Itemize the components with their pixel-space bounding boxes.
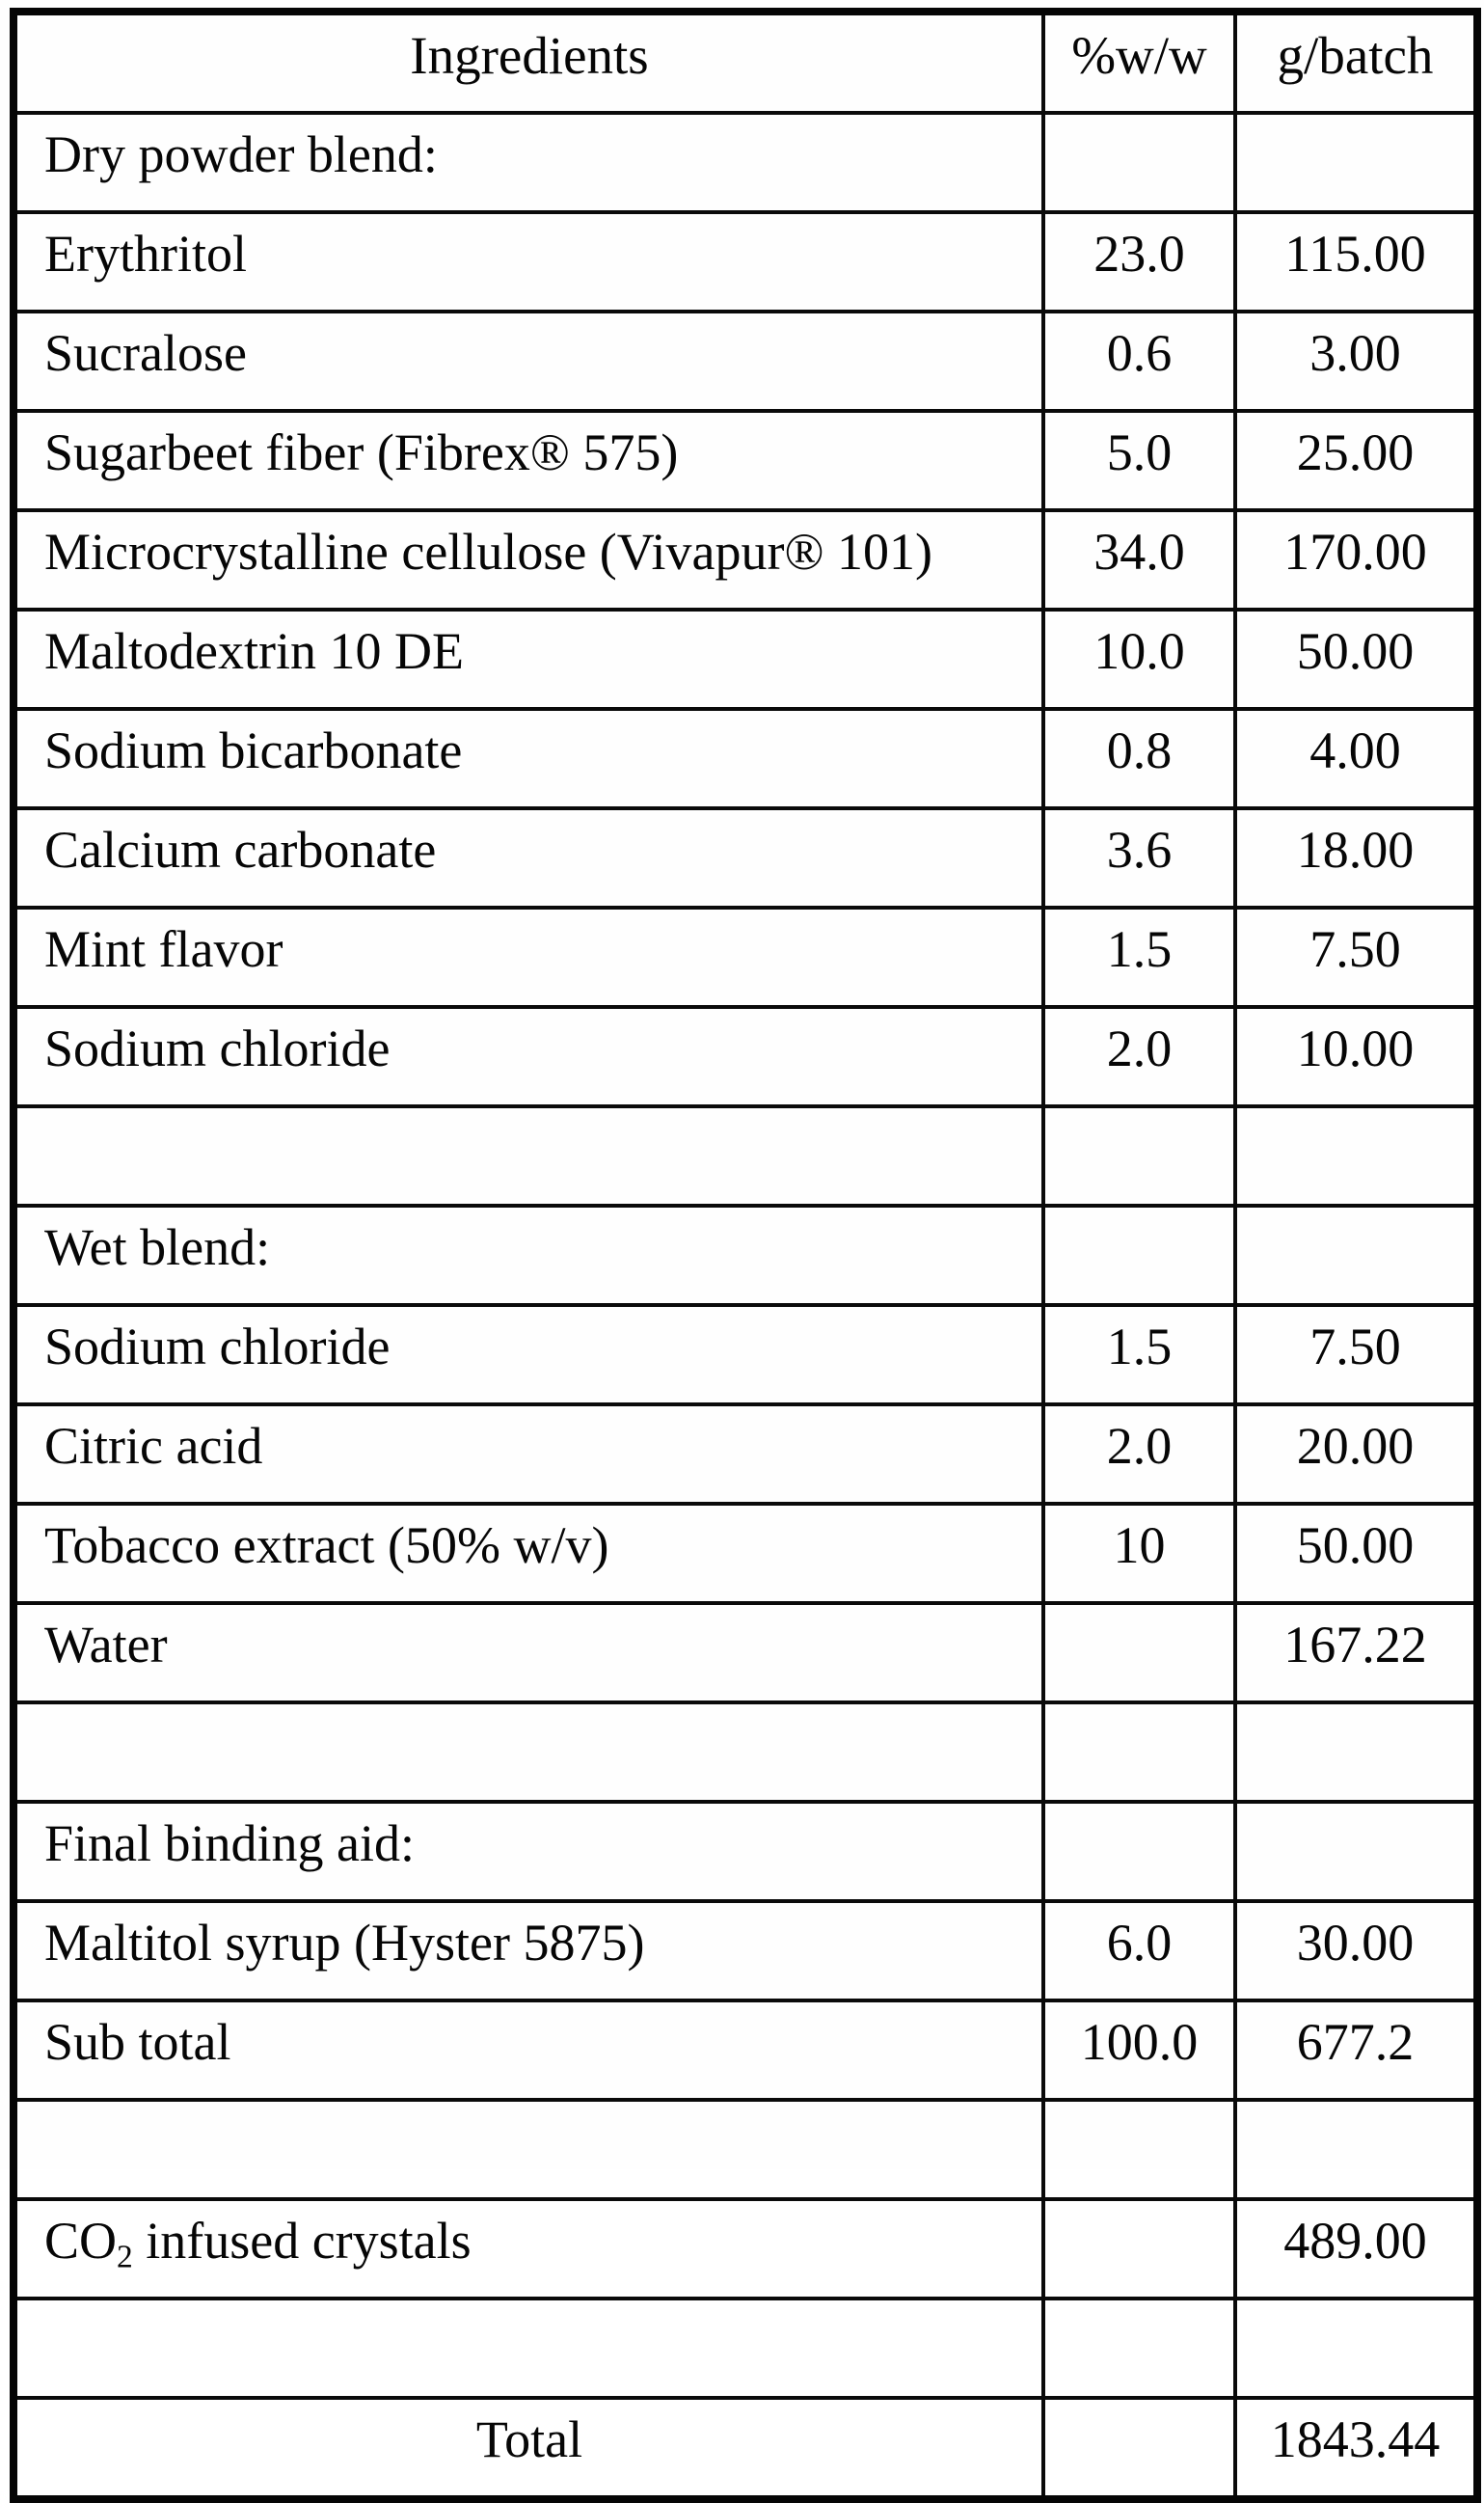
section-label: Dry powder blend: (13, 113, 1043, 212)
table-row-total (13, 2398, 1477, 2499)
spacer-row (13, 2299, 1477, 2398)
pct-cell (1043, 1702, 1235, 1802)
g-cell: 18.00 (1235, 808, 1477, 908)
pct-cell (1043, 2299, 1235, 2398)
ingredient-cell: Sodium bicarbonate (13, 709, 1043, 808)
pct-cell (1043, 2199, 1235, 2299)
pct-cell: 1.5 (1043, 1305, 1235, 1404)
g-cell: 677.2 (1235, 2000, 1477, 2100)
pct-cell: 2.0 (1043, 1404, 1235, 1504)
g-cell: 50.00 (1235, 610, 1477, 709)
g-cell: 167.22 (1235, 1603, 1477, 1702)
g-cell: 3.00 (1235, 312, 1477, 411)
table-row-sucralose (13, 312, 1477, 411)
g-cell (1235, 1206, 1477, 1305)
table-row-co2-infused-crystals (13, 2199, 1477, 2299)
table-row-erythritol (13, 212, 1477, 312)
g-cell: 115.00 (1235, 212, 1477, 312)
g-cell: 489.00 (1235, 2199, 1477, 2299)
header-row (13, 12, 1477, 113)
g-cell (1235, 1702, 1477, 1802)
pct-cell: 1.5 (1043, 908, 1235, 1007)
ingredients-table (10, 8, 1481, 2503)
table-row-mint-flavor (13, 908, 1477, 1007)
table-row-water (13, 1603, 1477, 1702)
ingredient-cell: Sugarbeet fiber (Fibrex® 575) (13, 411, 1043, 510)
pct-cell: 2.0 (1043, 1007, 1235, 1106)
total-label: Total (13, 2398, 1043, 2499)
g-cell: 50.00 (1235, 1504, 1477, 1603)
table-row-maltodextrin (13, 610, 1477, 709)
pct-cell (1043, 1603, 1235, 1702)
g-cell: 10.00 (1235, 1007, 1477, 1106)
g-cell (1235, 1106, 1477, 1206)
ingredient-cell: Maltodextrin 10 DE (13, 610, 1043, 709)
pct-cell: 23.0 (1043, 212, 1235, 312)
co2-subscript: 2 (117, 2239, 133, 2275)
pct-cell: 6.0 (1043, 1901, 1235, 2000)
pct-cell (1043, 113, 1235, 212)
pct-cell: 3.6 (1043, 808, 1235, 908)
pct-cell: 0.8 (1043, 709, 1235, 808)
g-cell: 25.00 (1235, 411, 1477, 510)
section-label: Final binding aid: (13, 1802, 1043, 1901)
g-cell: 1843.44 (1235, 2398, 1477, 2499)
ingredient-cell: Citric acid (13, 1404, 1043, 1504)
column-header-pct-w-w: %w/w (1043, 12, 1235, 113)
sub-total-label: Sub total (13, 2000, 1043, 2100)
column-header-g-batch: g/batch (1235, 12, 1477, 113)
pct-cell (1043, 1106, 1235, 1206)
spacer-row (13, 1106, 1477, 1206)
g-cell: 7.50 (1235, 908, 1477, 1007)
pct-cell (1043, 1206, 1235, 1305)
table-row-tobacco-extract (13, 1504, 1477, 1603)
ingredient-cell (13, 1702, 1043, 1802)
pct-cell: 0.6 (1043, 312, 1235, 411)
g-cell: 20.00 (1235, 1404, 1477, 1504)
pct-cell: 5.0 (1043, 411, 1235, 510)
ingredient-cell: Erythritol (13, 212, 1043, 312)
g-cell (1235, 1802, 1477, 1901)
section-row-final-binding-aid (13, 1802, 1477, 1901)
g-cell (1235, 2100, 1477, 2199)
spacer-row (13, 2100, 1477, 2199)
table-row-sodium-chloride-dry (13, 1007, 1477, 1106)
ingredient-cell: Maltitol syrup (Hyster 5875) (13, 1901, 1043, 2000)
table-row-sugarbeet-fiber (13, 411, 1477, 510)
co2-suffix: infused crystals (132, 2212, 472, 2270)
co2-prefix: CO (44, 2212, 118, 2270)
ingredient-cell: Water (13, 1603, 1043, 1702)
pct-cell: 34.0 (1043, 510, 1235, 610)
g-cell: 170.00 (1235, 510, 1477, 610)
column-header-ingredients: Ingredients (13, 12, 1043, 113)
pct-cell: 10.0 (1043, 610, 1235, 709)
ingredient-cell: Microcrystalline cellulose (Vivapur® 101) (13, 510, 1043, 610)
ingredient-cell: Sodium chloride (13, 1007, 1043, 1106)
ingredient-cell (13, 2299, 1043, 2398)
g-cell: 4.00 (1235, 709, 1477, 808)
section-label: Wet blend: (13, 1206, 1043, 1305)
ingredient-cell: Sucralose (13, 312, 1043, 411)
section-row-wet-blend (13, 1206, 1477, 1305)
pct-cell (1043, 2398, 1235, 2499)
g-cell (1235, 2299, 1477, 2398)
pct-cell (1043, 1802, 1235, 1901)
table-row-microcrystalline-cellulose (13, 510, 1477, 610)
g-cell: 30.00 (1235, 1901, 1477, 2000)
ingredient-cell (13, 2199, 1043, 2299)
ingredient-cell: Tobacco extract (50% w/v) (13, 1504, 1043, 1603)
g-cell: 7.50 (1235, 1305, 1477, 1404)
ingredient-cell: Calcium carbonate (13, 808, 1043, 908)
pct-cell: 100.0 (1043, 2000, 1235, 2100)
ingredient-cell: Mint flavor (13, 908, 1043, 1007)
spacer-row (13, 1702, 1477, 1802)
table-row-sodium-chloride-wet (13, 1305, 1477, 1404)
table-row-citric-acid (13, 1404, 1477, 1504)
g-cell (1235, 113, 1477, 212)
pct-cell (1043, 2100, 1235, 2199)
ingredient-cell (13, 2100, 1043, 2199)
ingredient-cell: Sodium chloride (13, 1305, 1043, 1404)
section-row-dry-powder-blend (13, 113, 1477, 212)
table-row-maltitol-syrup (13, 1901, 1477, 2000)
table-row-calcium-carbonate (13, 808, 1477, 908)
ingredient-cell (13, 1106, 1043, 1206)
table-row-sub-total (13, 2000, 1477, 2100)
table-row-sodium-bicarbonate (13, 709, 1477, 808)
pct-cell: 10 (1043, 1504, 1235, 1603)
